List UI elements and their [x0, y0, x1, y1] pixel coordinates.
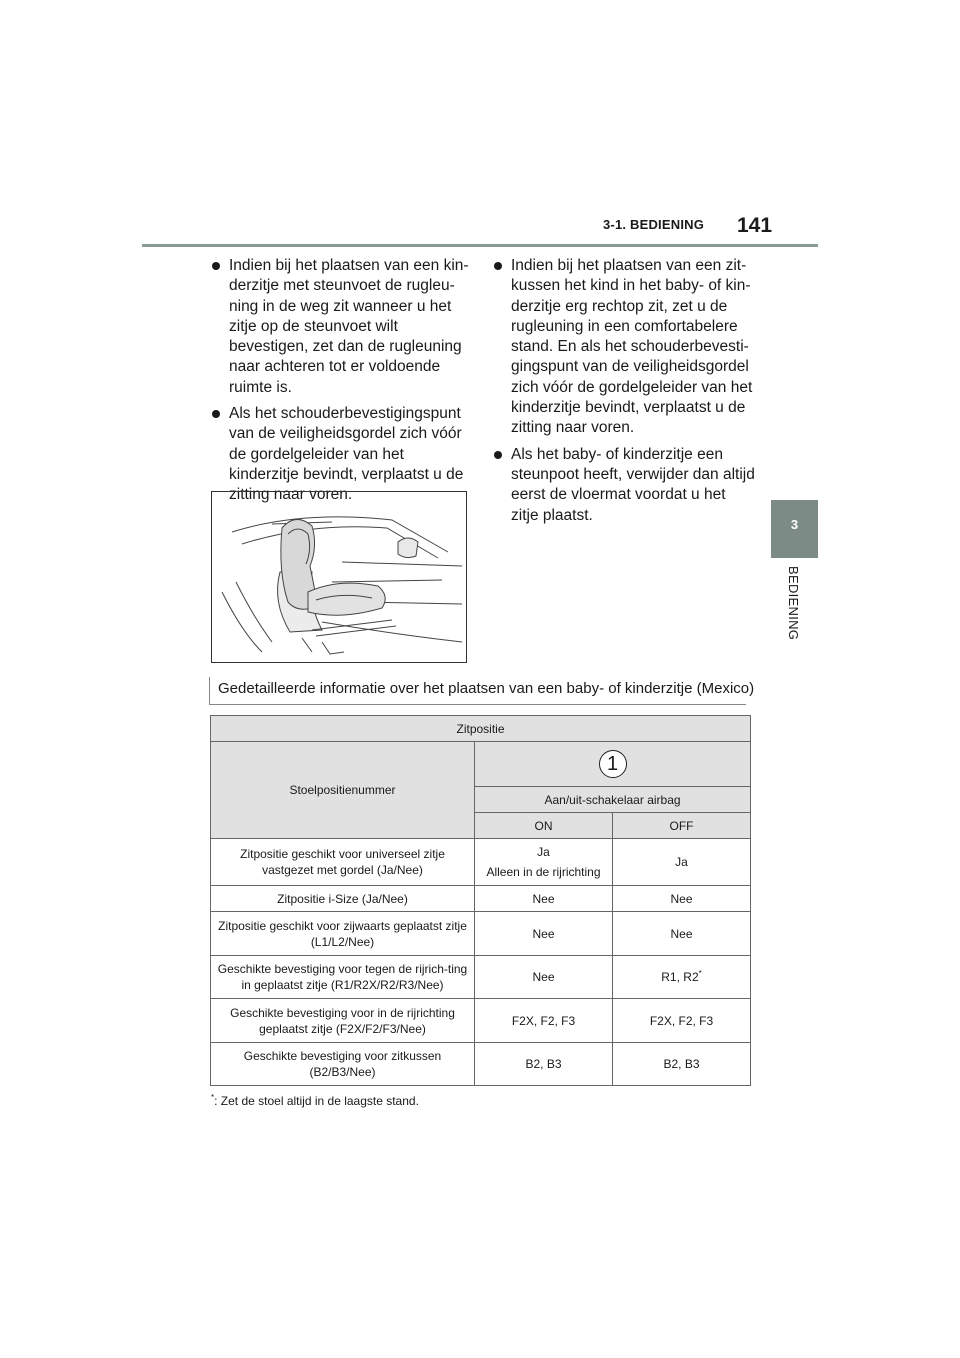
row-label: Geschikte bevestiging voor in de rijrichting geplaatst zitje (F2X/F2/F3/Nee): [211, 999, 475, 1043]
row-on-value: Ja: [537, 845, 550, 859]
list-item: Indien bij het plaatsen van een kin-derzitje met steunvoet de rugleu-ning in de weg zit wanneer u het zitje op de steunvoet wilt bevestigen, zet dan de rugleuning naar achteren tot er voldoende ruimte is.: [211, 256, 473, 398]
row-off: Ja: [613, 839, 751, 886]
table-title: Zitpositie: [211, 716, 751, 742]
chapter-label: BEDIENING: [786, 566, 801, 641]
header-rule: [142, 244, 818, 247]
list-item: Als het schouderbevestigingspunt van de veiligheidsgordel zich vóór de gordelgeleider van het kinderzitje bevindt, verplaatst u de zitting naar voren.: [211, 404, 473, 505]
row-off: Nee: [613, 886, 751, 912]
seat-number-label: Stoelpositienummer: [211, 742, 475, 839]
section-heading: Gedetailleerde informatie over het plaatsen van een baby- of kinderzitje (Mexico): [218, 680, 755, 697]
table-row: [211, 886, 751, 912]
list-item: Als het baby- of kinderzitje een steunpoot heeft, verwijder dan altijd eerst de vloermat voordat u het zitje plaatst.: [493, 445, 755, 526]
left-bullet-list: [211, 256, 473, 512]
seat-number-cell: [475, 742, 751, 787]
footnote-asterisk: *: [211, 1093, 215, 1102]
row-label: Zitpositie geschikt voor zijwaarts geplaatst zitje (L1/L2/Nee): [211, 912, 475, 956]
section-heading-box: [209, 677, 755, 705]
row-label: Zitpositie i-Size (Ja/Nee): [211, 886, 475, 912]
footnote: [211, 1094, 419, 1108]
row-off: [613, 956, 751, 999]
row-off-value: R1, R2: [661, 970, 699, 984]
col-off: OFF: [613, 813, 751, 839]
row-on: F2X, F2, F3: [475, 999, 613, 1043]
section-title: 3-1. BEDIENING: [603, 217, 705, 232]
footnote-mark: *: [698, 969, 702, 978]
row-off: F2X, F2, F3: [613, 999, 751, 1043]
right-bullet-list: [493, 256, 755, 532]
page-number: 141: [737, 214, 773, 237]
seat-position-table: [210, 715, 751, 1086]
chapter-tab[interactable]: 3: [771, 500, 818, 558]
table-row: [211, 1043, 751, 1086]
row-on: Nee: [475, 912, 613, 956]
row-on-note: Alleen in de rijrichting: [486, 865, 601, 879]
row-on: B2, B3: [475, 1043, 613, 1086]
row-on: Nee: [475, 886, 613, 912]
airbag-switch-label: Aan/uit-schakelaar airbag: [475, 787, 751, 813]
list-item: Indien bij het plaatsen van een zit-kussen het kind in het baby- of kin-derzitje erg rechtop zit, zet u de rugleuning in een comfortabelere stand. En als het schouderbevesti-gingspunt van de veiligheidsgordel zich vóór de gordelgeleider van het kinderzitje bevindt, verplaatst u de zitting naar voren.: [493, 256, 755, 439]
row-label: Zitpositie geschikt voor universeel zitje vastgezet met gordel (Ja/Nee): [211, 839, 475, 886]
col-on: ON: [475, 813, 613, 839]
row-label: Geschikte bevestiging voor zitkussen (B2/B3/Nee): [211, 1043, 475, 1086]
row-off: B2, B3: [613, 1043, 751, 1086]
seat-number: 1: [599, 750, 627, 778]
table-row: [211, 956, 751, 999]
table-row: [211, 912, 751, 956]
row-label: Geschikte bevestiging voor tegen de rijrich-ting in geplaatst zitje (R1/R2X/R2/R3/Nee): [211, 956, 475, 999]
child-seat-in-car-icon: [211, 491, 467, 663]
row-off: Nee: [613, 912, 751, 956]
table-row: [211, 839, 751, 886]
row-on: [475, 839, 613, 886]
row-on: Nee: [475, 956, 613, 999]
footnote-text: : Zet de stoel altijd in de laagste stand.: [214, 1094, 419, 1108]
table-row: [211, 999, 751, 1043]
